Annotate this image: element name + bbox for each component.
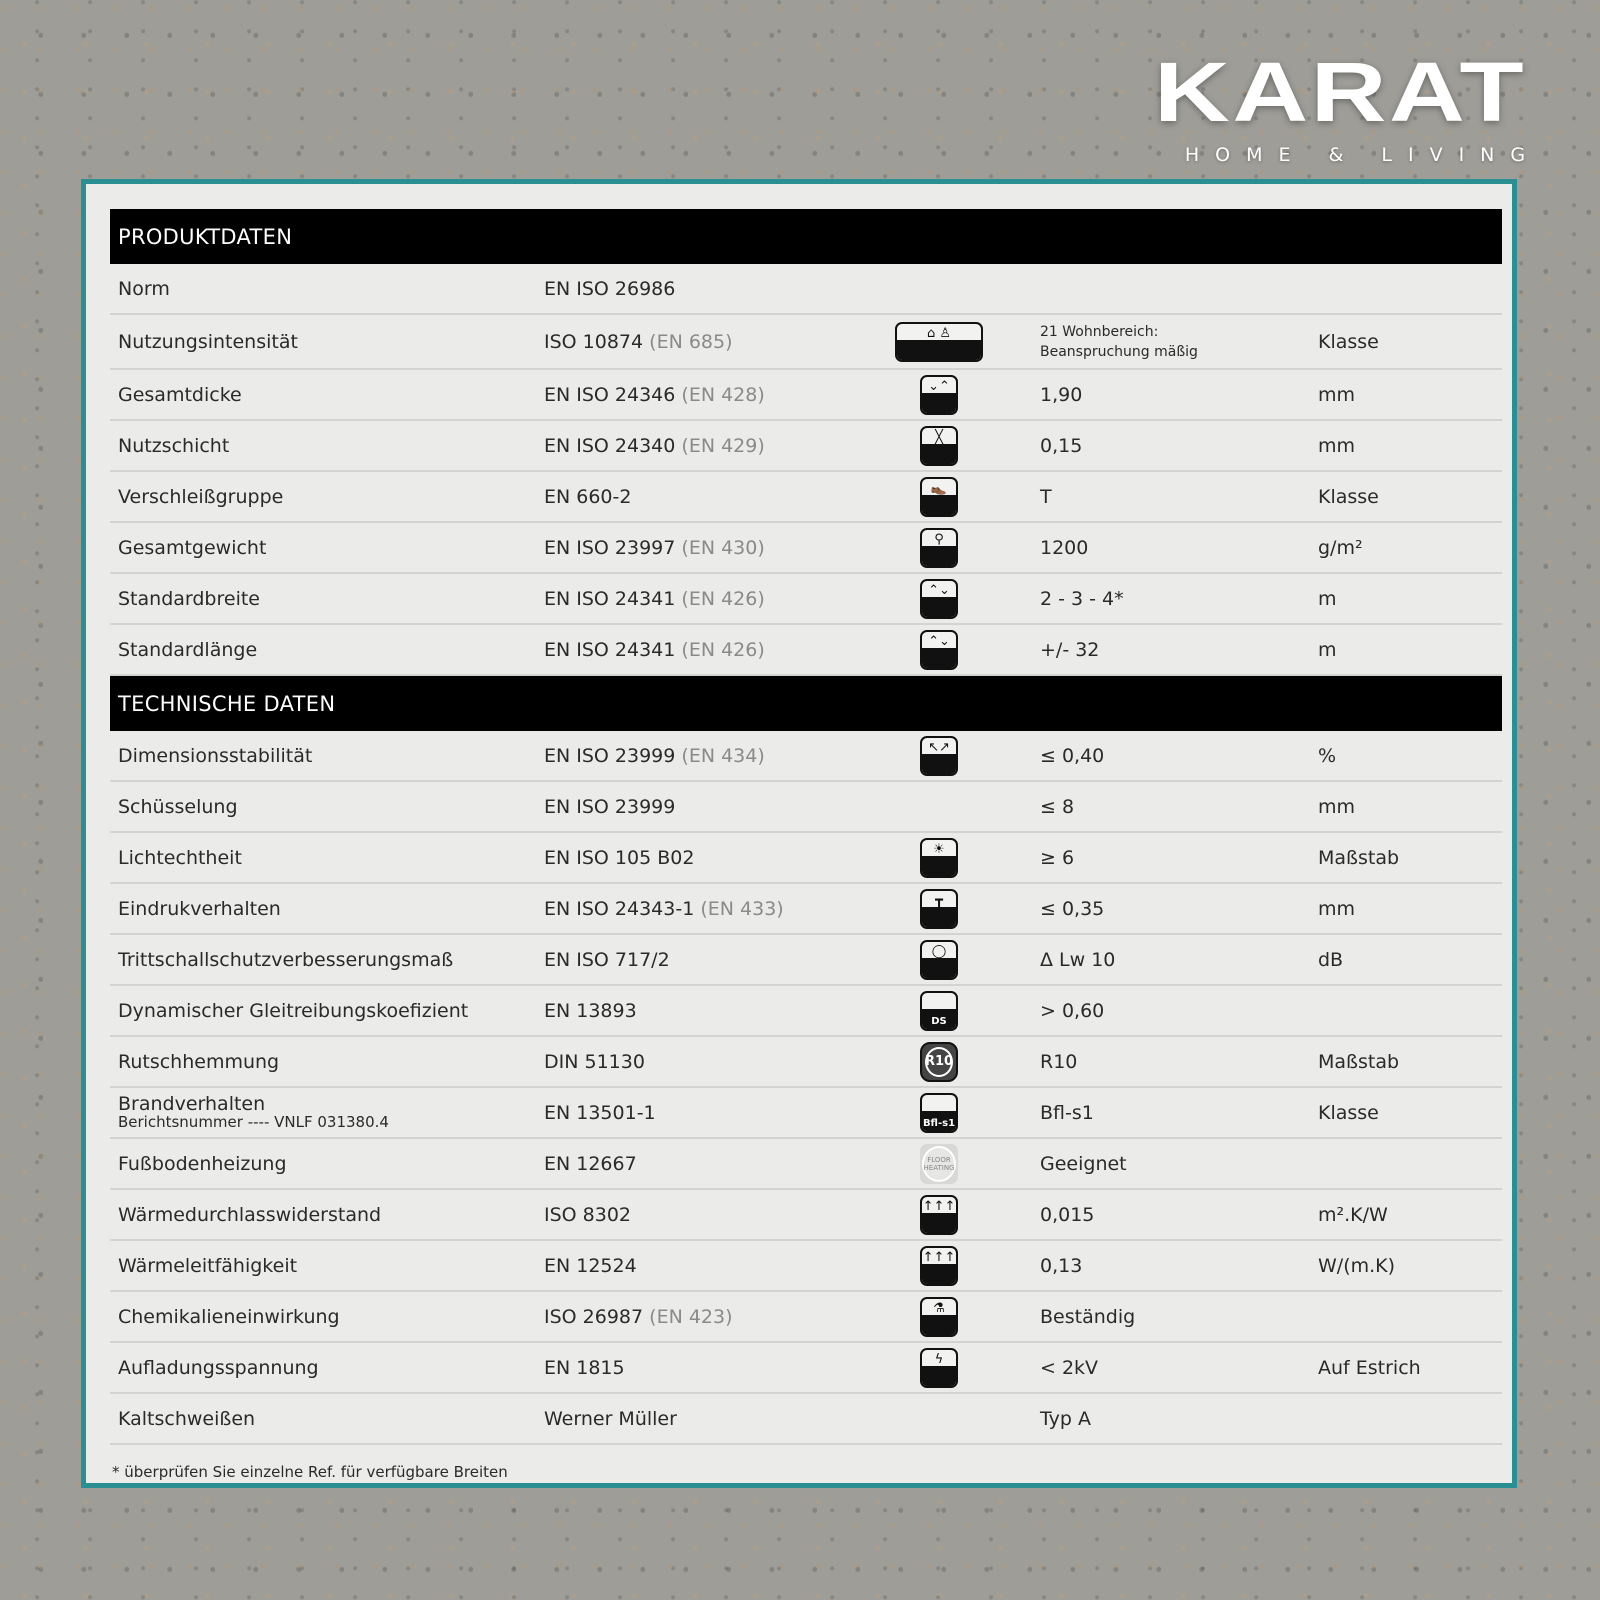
icon-fill [922, 907, 956, 927]
unit-cell [1318, 884, 1355, 933]
property-cell [118, 782, 238, 831]
table-row [110, 264, 1502, 315]
value-label: T [1040, 485, 1052, 508]
standard-cell [544, 833, 694, 882]
icon-fill [922, 648, 956, 668]
icon-glyph: ϟ [934, 1351, 944, 1367]
standard-label: EN ISO 23997 [544, 536, 676, 559]
standard-label: EN ISO 24343-1 [544, 897, 695, 920]
sun-icon [920, 838, 958, 878]
icon-fill [922, 393, 956, 413]
value-cell [1040, 421, 1082, 470]
value-cell [1040, 472, 1052, 521]
icon-cell [884, 1139, 994, 1188]
table-row [110, 315, 1502, 370]
unit-cell [1318, 1190, 1388, 1239]
unit-cell [1318, 421, 1355, 470]
icon-cell [884, 523, 994, 572]
unit-cell [1318, 1088, 1379, 1137]
property-cell [118, 625, 257, 674]
standard-cell [544, 1394, 677, 1443]
unit-label: Klasse [1318, 485, 1379, 508]
icon-fill [922, 856, 956, 876]
icon-fill [922, 495, 956, 515]
standard-label: EN ISO 24341 [544, 587, 676, 610]
standard-label: ISO 10874 [544, 330, 644, 353]
unit-label: Auf Estrich [1318, 1356, 1421, 1379]
property-cell [118, 1343, 319, 1392]
value-cell [1040, 625, 1099, 674]
icon-fill [922, 444, 956, 464]
standard-alt-label: (EN 430) [681, 536, 765, 559]
property-label: Brandverhalten [118, 1092, 266, 1115]
unit-label: mm [1318, 795, 1356, 818]
property-label: Standardlänge [118, 638, 258, 661]
value-cell [1040, 782, 1074, 831]
standard-label: EN ISO 26986 [544, 277, 676, 300]
icon-cell [884, 370, 994, 419]
unit-label: mm [1318, 383, 1356, 406]
table-row [110, 884, 1502, 935]
icon-fill [922, 1315, 956, 1335]
value-label: 0,13 [1040, 1254, 1083, 1277]
unit-cell [1318, 315, 1379, 368]
logo-tagline: HOME & LIVING [1184, 144, 1542, 166]
roll-width-icon [920, 579, 958, 619]
standard-cell [544, 782, 675, 831]
value-cell [1040, 935, 1115, 984]
table-row [110, 1292, 1502, 1343]
value-label: 2 - 3 - 4* [1040, 587, 1124, 610]
property-label: Aufladungsspannung [118, 1356, 319, 1379]
unit-label: Maßstab [1318, 1050, 1400, 1073]
property-cell [118, 1088, 389, 1137]
icon-glyph: ↑↑↑ [922, 1249, 956, 1265]
standard-label: ISO 26987 [544, 1305, 644, 1328]
standard-label: EN 13893 [544, 999, 637, 1022]
datasheet-table [110, 209, 1502, 1481]
standard-cell [544, 1292, 733, 1341]
section-header: TECHNISCHE DATEN [110, 676, 1502, 731]
table-row [110, 1139, 1502, 1190]
icon-cell [884, 472, 994, 521]
icon-cell [884, 986, 994, 1035]
unit-cell [1318, 472, 1379, 521]
thermal-conductivity-icon [920, 1246, 958, 1286]
slip-ds-icon [920, 991, 958, 1031]
standard-label: EN 13501-1 [544, 1101, 656, 1124]
standard-label: EN ISO 23999 [544, 744, 676, 767]
icon-glyph: ◯ [931, 943, 947, 959]
property-cell [118, 523, 266, 572]
value-label: +/- 32 [1040, 638, 1100, 661]
standard-cell [544, 421, 765, 470]
property-cell [118, 421, 229, 470]
table-row [110, 472, 1502, 523]
value-cell [1040, 833, 1074, 882]
indentation-icon [920, 889, 958, 929]
icon-cell [884, 1343, 994, 1392]
property-cell [118, 370, 242, 419]
value-cell [1040, 1343, 1098, 1392]
standard-alt-label: (EN 433) [700, 897, 784, 920]
icon-cell [884, 625, 994, 674]
table-row [110, 1394, 1502, 1445]
datasheet-card [81, 179, 1517, 1488]
value-label: ≤ 0,40 [1040, 744, 1105, 767]
value-cell [1040, 884, 1104, 933]
standard-label: EN 660-2 [544, 485, 632, 508]
property-sublabel: Berichtsnummer ---- VNLF 031380.4 [118, 1112, 389, 1131]
unit-cell [1318, 833, 1399, 882]
floor-heating-icon [920, 1144, 958, 1184]
value-cell [1040, 1292, 1135, 1341]
unit-cell [1318, 1241, 1395, 1290]
icon-cell [884, 884, 994, 933]
standard-cell [544, 1037, 645, 1086]
icon-fill [922, 546, 956, 566]
table-row [110, 1343, 1502, 1394]
value-label: R10 [1040, 1050, 1078, 1073]
standard-label: EN ISO 105 B02 [544, 846, 695, 869]
standard-label: EN ISO 717/2 [544, 948, 670, 971]
value-cell [1040, 1190, 1094, 1239]
property-label: Chemikalieneinwirkung [118, 1305, 340, 1328]
unit-cell [1318, 574, 1337, 623]
property-label: Verschleißgruppe [118, 485, 284, 508]
icon-cell [884, 1088, 994, 1137]
table-row [110, 782, 1502, 833]
unit-cell [1318, 935, 1343, 984]
icon-glyph: R10 [925, 1047, 953, 1077]
icon-cell [884, 1241, 994, 1290]
value-label: 1200 [1040, 536, 1089, 559]
house-person-icon [895, 322, 983, 362]
value-cell [1040, 315, 1198, 368]
dimension-arrows-icon [920, 736, 958, 776]
unit-label: m [1318, 638, 1337, 661]
standard-cell [544, 1088, 656, 1137]
standard-cell [544, 264, 675, 313]
property-cell [118, 1190, 381, 1239]
standard-label: EN ISO 24341 [544, 638, 676, 661]
property-label: Fußbodenheizung [118, 1152, 287, 1175]
standard-cell [544, 1343, 625, 1392]
r10-icon [920, 1042, 958, 1082]
table-row [110, 574, 1502, 625]
icon-glyph: ┳ [935, 892, 943, 908]
icon-fill [922, 1366, 956, 1386]
icon-cell [884, 315, 994, 368]
property-label: Gesamtgewicht [118, 536, 267, 559]
unit-cell [1318, 1037, 1399, 1086]
icon-cell [884, 1190, 994, 1239]
unit-label: Klasse [1318, 1101, 1379, 1124]
unit-label: m [1318, 587, 1337, 610]
value-label: Geeignet [1040, 1152, 1127, 1175]
value-label: ≥ 6 [1040, 846, 1075, 869]
value-label: Δ Lw 10 [1040, 948, 1116, 971]
section-header: PRODUKTDATEN [110, 209, 1502, 264]
icon-glyph: ↖↗ [928, 739, 950, 755]
unit-label: W/(m.K) [1318, 1254, 1396, 1277]
value-cell [1040, 986, 1104, 1035]
value-label: Typ A [1040, 1407, 1091, 1430]
unit-label: m².K/W [1318, 1203, 1388, 1226]
icon-glyph: ⌂ ♙ [926, 325, 952, 341]
icon-fill [922, 958, 956, 978]
property-label: Eindrukverhalten [118, 897, 281, 920]
value-cell [1040, 1139, 1127, 1188]
value-cell [1040, 731, 1104, 780]
standard-alt-label: (EN 423) [649, 1305, 733, 1328]
value-cell [1040, 1088, 1094, 1137]
value-cell [1040, 523, 1088, 572]
standard-cell [544, 731, 765, 780]
unit-label: mm [1318, 434, 1356, 457]
property-label: Schüsselung [118, 795, 238, 818]
icon-glyph: DS [931, 1015, 947, 1027]
value-cell [1040, 1241, 1082, 1290]
standard-alt-label: (EN 428) [681, 383, 765, 406]
table-row [110, 986, 1502, 1037]
chemical-icon [920, 1297, 958, 1337]
standard-alt-label: (EN 434) [681, 744, 765, 767]
standard-cell [544, 472, 631, 521]
property-cell [118, 1394, 255, 1443]
property-label: Trittschallschutzverbesserungsmaß [118, 948, 454, 971]
icon-cell [884, 574, 994, 623]
table-row [110, 1241, 1502, 1292]
property-cell [118, 731, 312, 780]
value-label: 0,015 [1040, 1203, 1095, 1226]
property-cell [118, 1292, 340, 1341]
table-row [110, 833, 1502, 884]
icon-glyph: ⌃⌄ [928, 582, 950, 598]
standard-cell [544, 574, 765, 623]
property-cell [118, 986, 468, 1035]
wear-layer-icon [920, 426, 958, 466]
property-cell [118, 472, 283, 521]
icon-glyph: ↑↑↑ [922, 1198, 956, 1214]
standard-alt-label: (EN 426) [681, 587, 765, 610]
icon-fill [922, 1213, 956, 1233]
unit-cell [1318, 625, 1337, 674]
standard-alt-label: (EN 429) [681, 434, 765, 457]
standard-alt-label: (EN 426) [681, 638, 765, 661]
property-label: Rutschhemmung [118, 1050, 280, 1073]
property-cell [118, 833, 242, 882]
property-cell [118, 1241, 297, 1290]
standard-label: ISO 8302 [544, 1203, 632, 1226]
impact-sound-icon [920, 940, 958, 980]
table-row [110, 1088, 1502, 1139]
table-row [110, 625, 1502, 676]
standard-label: EN ISO 24340 [544, 434, 676, 457]
unit-label: % [1318, 744, 1337, 767]
value-label: < 2kV [1040, 1356, 1099, 1379]
total-thickness-icon [920, 375, 958, 415]
standard-label: EN 1815 [544, 1356, 625, 1379]
property-label: Wärmedurchlasswiderstand [118, 1203, 382, 1226]
property-cell [118, 264, 170, 313]
table-row [110, 421, 1502, 472]
unit-cell [1318, 782, 1355, 831]
icon-glyph: ⌄⌃ [928, 378, 950, 394]
value-label: 0,15 [1040, 434, 1083, 457]
table-row [110, 1190, 1502, 1241]
icon-glyph: ☀ [933, 841, 945, 857]
flame-bfl-s1-icon [920, 1093, 958, 1133]
unit-cell [1318, 523, 1363, 572]
property-cell [118, 884, 281, 933]
standard-cell [544, 1139, 637, 1188]
value-label: 21 Wohnbereich: [1040, 323, 1159, 340]
standard-label: EN ISO 24346 [544, 383, 676, 406]
icon-fill [922, 597, 956, 617]
property-label: Norm [118, 277, 170, 300]
icon-glyph: Bfl-s1 [922, 1117, 956, 1129]
standard-cell [544, 935, 670, 984]
standard-label: Werner Müller [544, 1407, 677, 1430]
unit-cell [1318, 731, 1336, 780]
table-row [110, 935, 1502, 986]
standard-label: EN 12524 [544, 1254, 637, 1277]
property-cell [118, 315, 298, 368]
icon-glyph: FLOOR HEATING [922, 1146, 956, 1182]
icon-glyph: ⚲ [934, 531, 944, 547]
value-label: ≤ 8 [1040, 795, 1075, 818]
value-cell [1040, 574, 1124, 623]
karat-logo [1108, 45, 1548, 166]
property-label: Nutzungsintensität [118, 330, 298, 353]
property-label: Kaltschweißen [118, 1407, 256, 1430]
icon-cell [884, 1037, 994, 1086]
icon-cell [884, 1394, 994, 1443]
value-label: 1,90 [1040, 383, 1083, 406]
standard-label: EN ISO 23999 [544, 795, 676, 818]
icon-cell [884, 833, 994, 882]
icon-cell [884, 731, 994, 780]
icon-cell [884, 1292, 994, 1341]
value-cell [1040, 370, 1082, 419]
property-label: Dimensionsstabilität [118, 744, 313, 767]
standard-cell [544, 523, 765, 572]
table-row [110, 1037, 1502, 1088]
standard-cell [544, 1190, 631, 1239]
unit-cell [1318, 1343, 1421, 1392]
property-cell [118, 1037, 279, 1086]
unit-label: Maßstab [1318, 846, 1400, 869]
standard-label: DIN 51130 [544, 1050, 645, 1073]
standard-cell [544, 370, 765, 419]
roll-length-icon [920, 630, 958, 670]
logo-brand: KARAT [1154, 45, 1527, 139]
icon-cell [884, 264, 994, 313]
thermal-resistance-icon [920, 1195, 958, 1235]
icon-cell [884, 421, 994, 470]
icon-glyph: 👞 [930, 480, 948, 496]
electrostatic-icon [920, 1348, 958, 1388]
shoe-wear-icon [920, 477, 958, 517]
icon-fill [922, 1264, 956, 1284]
standard-cell [544, 1241, 637, 1290]
footnote: * überprüfen Sie einzelne Ref. für verfügbare Breiten [112, 1463, 508, 1481]
icon-fill [922, 754, 956, 774]
icon-glyph: ⌃⌄ [928, 633, 950, 649]
icon-glyph: ╳ [935, 429, 943, 445]
property-label: Wärmeleitfähigkeit [118, 1254, 298, 1277]
weight-icon [920, 528, 958, 568]
value-label: Bfl-s1 [1040, 1101, 1094, 1124]
property-label: Dynamischer Gleitreibungskoefizient [118, 999, 469, 1022]
property-cell [118, 1139, 287, 1188]
property-cell [118, 935, 453, 984]
icon-cell [884, 782, 994, 831]
property-label: Lichtechtheit [118, 846, 242, 869]
standard-label: EN 12667 [544, 1152, 637, 1175]
value-cell [1040, 1394, 1091, 1443]
value-cell [1040, 1037, 1077, 1086]
icon-glyph: ⚗ [933, 1300, 945, 1316]
unit-label: Klasse [1318, 330, 1379, 353]
unit-label: mm [1318, 897, 1356, 920]
unit-cell [1318, 370, 1355, 419]
standard-cell [544, 625, 765, 674]
value-label-line2: Beanspruchung mäßig [1040, 343, 1198, 360]
standard-cell [544, 315, 733, 368]
table-row [110, 731, 1502, 782]
value-label: ≤ 0,35 [1040, 897, 1105, 920]
value-label: Beständig [1040, 1305, 1136, 1328]
icon-cell [884, 935, 994, 984]
property-label: Nutzschicht [118, 434, 230, 457]
standard-alt-label: (EN 685) [649, 330, 733, 353]
value-label: > 0,60 [1040, 999, 1105, 1022]
property-label: Gesamtdicke [118, 383, 242, 406]
table-row [110, 523, 1502, 574]
unit-label: g/m² [1318, 536, 1363, 559]
table-row [110, 370, 1502, 421]
standard-cell [544, 884, 784, 933]
standard-cell [544, 986, 637, 1035]
unit-label: dB [1318, 948, 1344, 971]
property-label: Standardbreite [118, 587, 260, 610]
property-cell [118, 574, 260, 623]
icon-fill [897, 340, 981, 360]
